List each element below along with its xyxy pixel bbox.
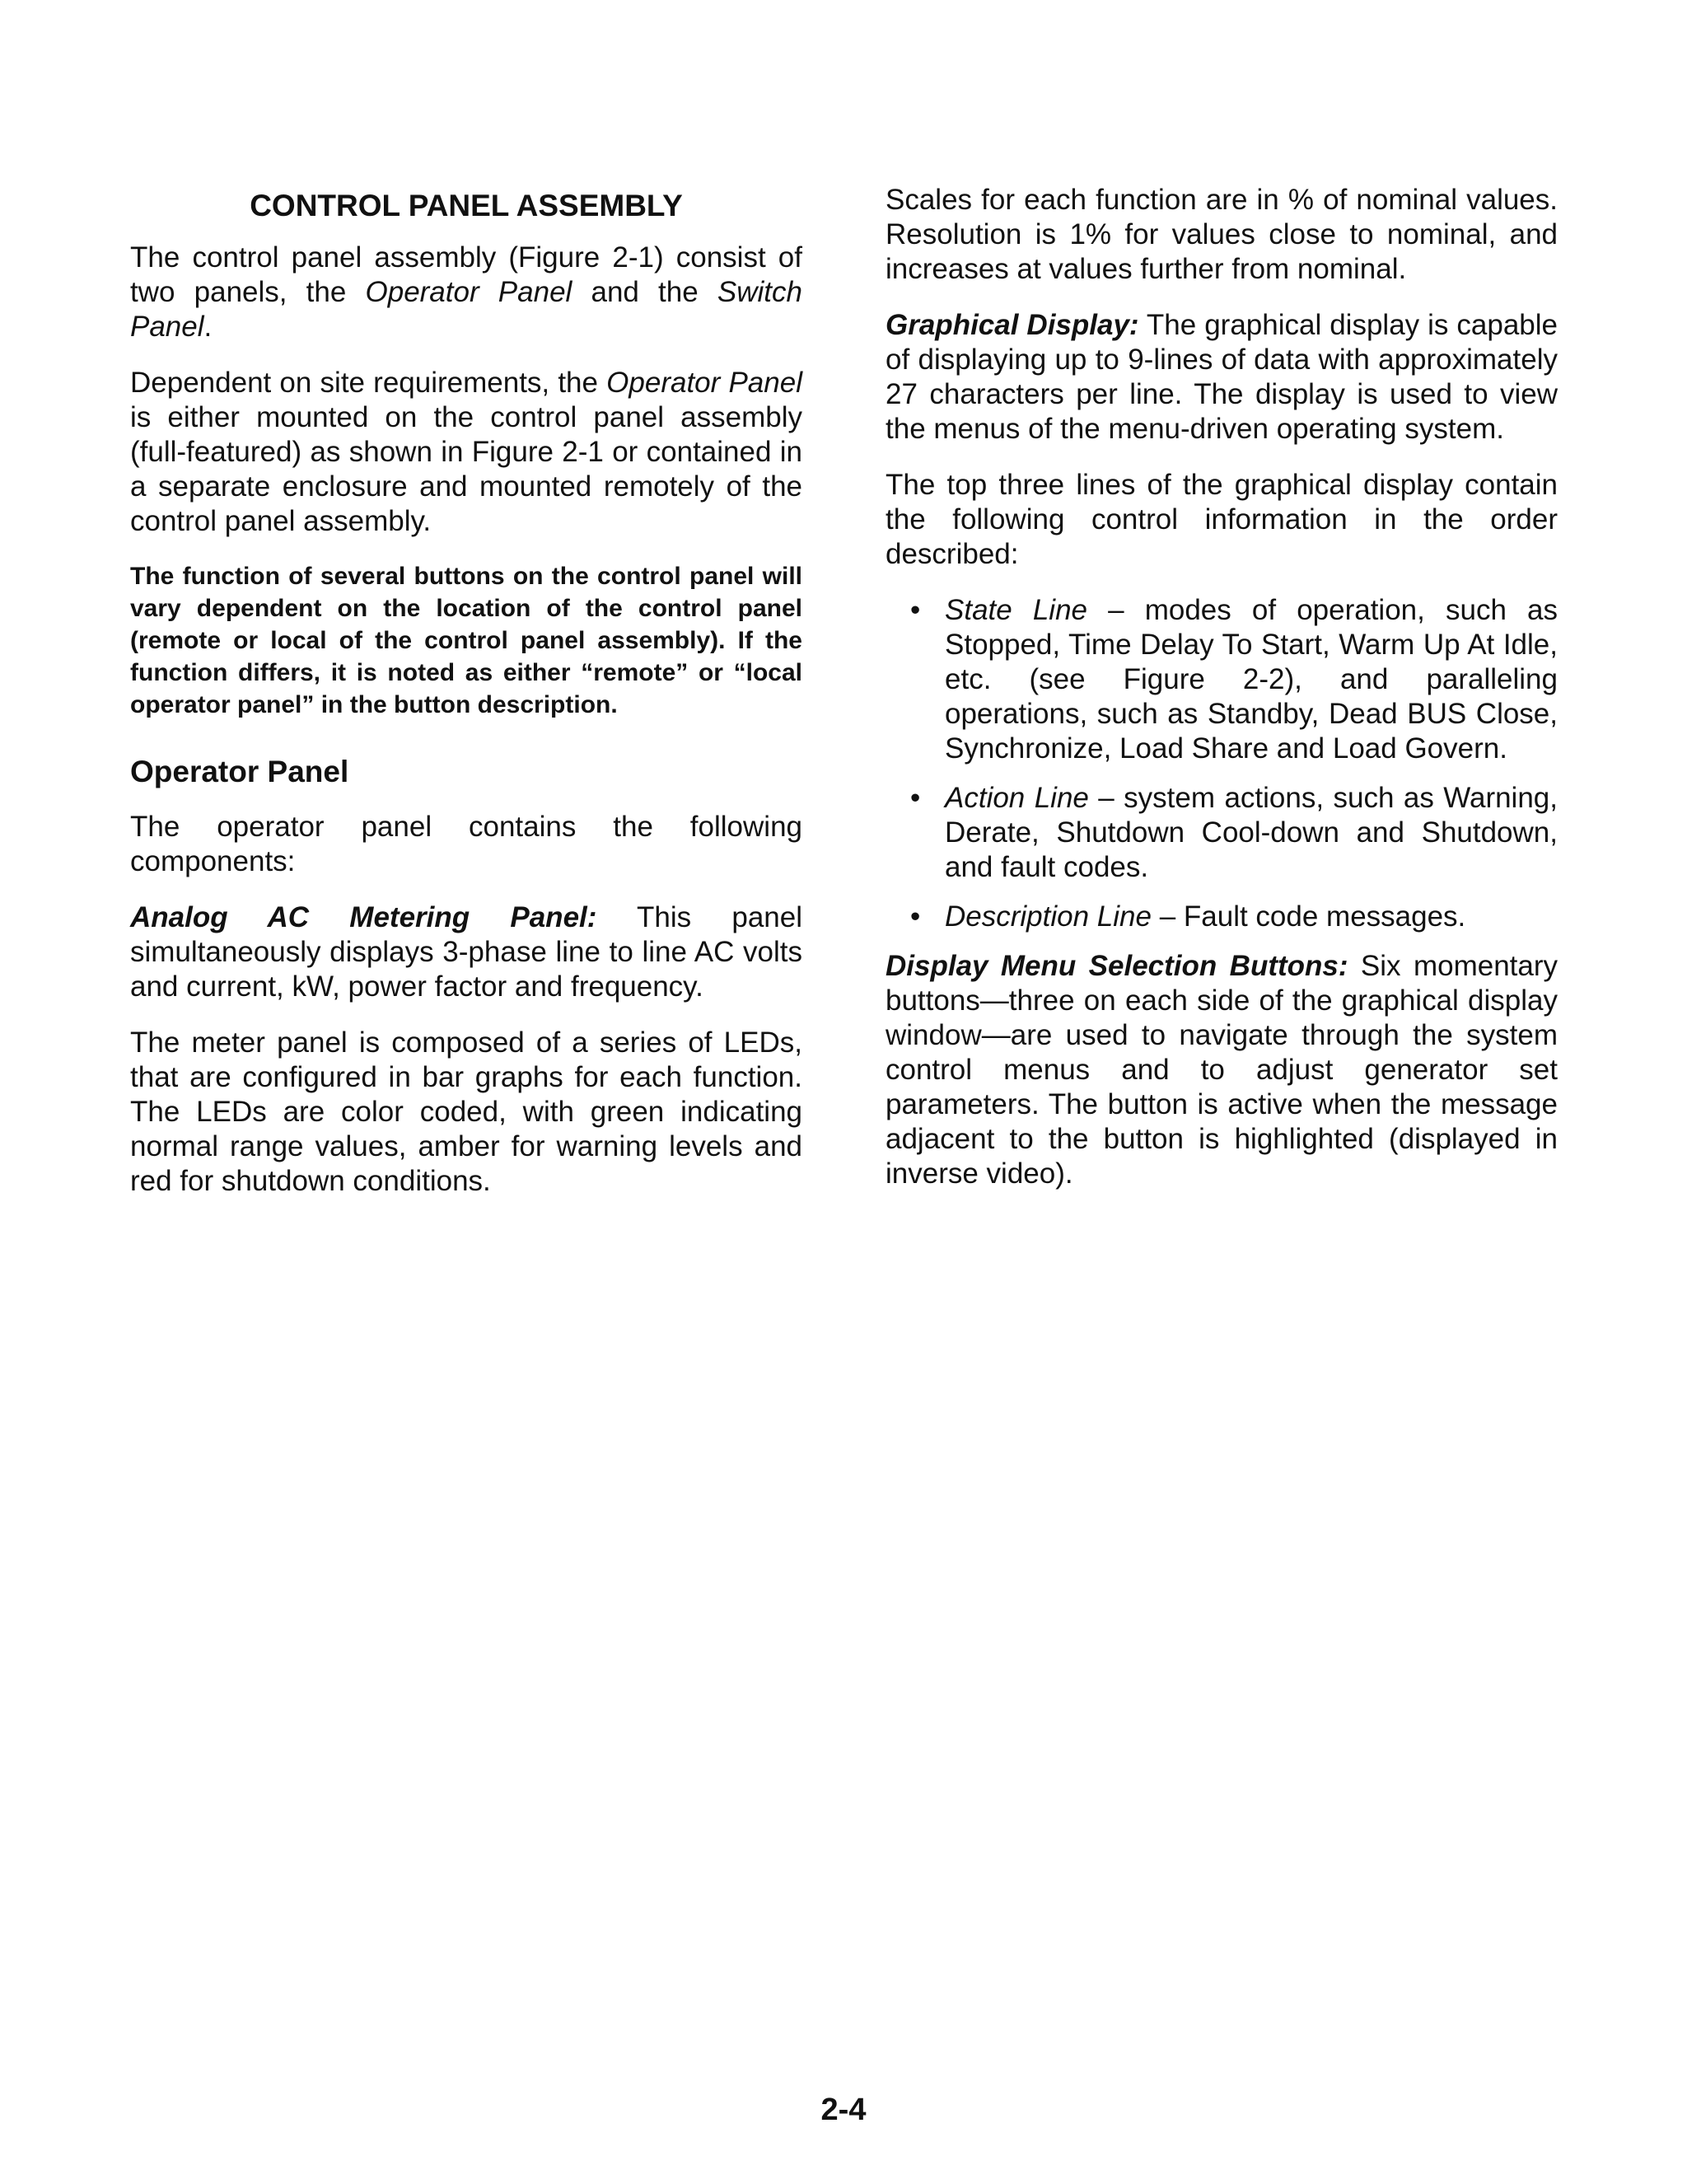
display-lines-list [886, 593, 1558, 934]
bold-note: The function of several buttons on the control panel will vary dependent on the location of the control panel (remote or local of the control panel assembly). If the function differs, it is noted as either “remote” or “local operator panel” in the button description. [130, 563, 802, 718]
graphical-display-paragraph [886, 308, 1558, 447]
intro-paragraph [130, 241, 802, 344]
description-line-text: – Fault code messages. [1151, 900, 1466, 933]
menu-buttons-paragraph [886, 949, 1558, 1191]
state-line-text: – modes of operation, such as Stopped, Time Delay To Start, Warm Up At Idle, etc. (see Figure 2-2), and paralleling operations, such as Standby, Dead BUS Close, Synchronize, Load Share and Load Govern. [945, 594, 1558, 765]
operator-panel-term: Operator Panel [365, 276, 572, 308]
intro-text-e: . [203, 311, 213, 343]
description-line-term: Description Line [945, 900, 1152, 933]
list-item-description-line [886, 900, 1558, 934]
graphical-display-lead: Graphical Display: [886, 309, 1139, 341]
scales-paragraph: Scales for each function are in % of nominal values. Resolution is 1% for values close to nominal, and increases at values further from nominal. [886, 184, 1558, 285]
top-three-lines-paragraph: The top three lines of the graphical display contain the following control information in the order described: [886, 469, 1558, 570]
operator-panel-heading: Operator Panel [130, 755, 349, 788]
site-text-c: is either mounted on the control panel assembly (full-featured) as shown in Figure 2-1 or contained in a separate enclosure and mounted remotely of the control panel assembly. [130, 401, 802, 537]
menu-buttons-lead: Display Menu Selection Buttons: [886, 950, 1348, 982]
site-text-a: Dependent on site requirements, the [130, 367, 607, 399]
analog-metering-text: This panel simultaneously displays 3-phase line to line AC volts and current, kW, power factor and frequency. [130, 901, 802, 1003]
analog-metering-lead: Analog AC Metering Panel: [130, 901, 597, 933]
page-number: 2-4 [820, 2093, 867, 2127]
bullet-icon: • [910, 594, 921, 626]
meter-panel-paragraph: The meter panel is composed of a series of LEDs, that are configured in bar graphs for each function. The LEDs are color coded, with green indicating normal range values, amber for warning levels and red for shutdown conditions. [130, 1027, 802, 1197]
intro-text-a: The control panel assembly (Figure 2-1) consist of two panels, the [130, 241, 802, 308]
graphical-display-text: The graphical display is capable of displaying up to 9-lines of data with approximately 27 characters per line. The display is used to view the menus of the menu-driven operating system. [886, 309, 1558, 445]
right-column [886, 183, 1558, 1213]
state-line-term: State Line [945, 594, 1088, 626]
site-requirements-paragraph [130, 366, 802, 539]
bullet-icon: • [910, 900, 921, 933]
action-line-term: Action Line [945, 782, 1089, 814]
list-item-action-line [886, 781, 1558, 885]
left-column [130, 183, 802, 1220]
action-line-text: – system actions, such as Warning, Derate, Shutdown Cool-down and Shutdown, and fault codes. [945, 782, 1558, 883]
section-title: CONTROL PANEL ASSEMBLY [250, 189, 683, 222]
site-operator-panel-term: Operator Panel [606, 367, 802, 399]
intro-text-c: and the [572, 276, 717, 308]
bullet-icon: • [910, 782, 921, 814]
menu-buttons-text: Six momentary buttons—three on each side of the graphical display window—are used to navigate through the system control menus and to adjust generator set parameters. The button is active when the message adjacent to the button is highlighted (displayed in inverse video). [886, 950, 1558, 1190]
list-item-state-line [886, 593, 1558, 766]
analog-metering-paragraph [130, 900, 802, 1004]
switch-panel-term: Switch Panel [130, 276, 802, 343]
components-paragraph: The operator panel contains the following components: [130, 811, 802, 877]
